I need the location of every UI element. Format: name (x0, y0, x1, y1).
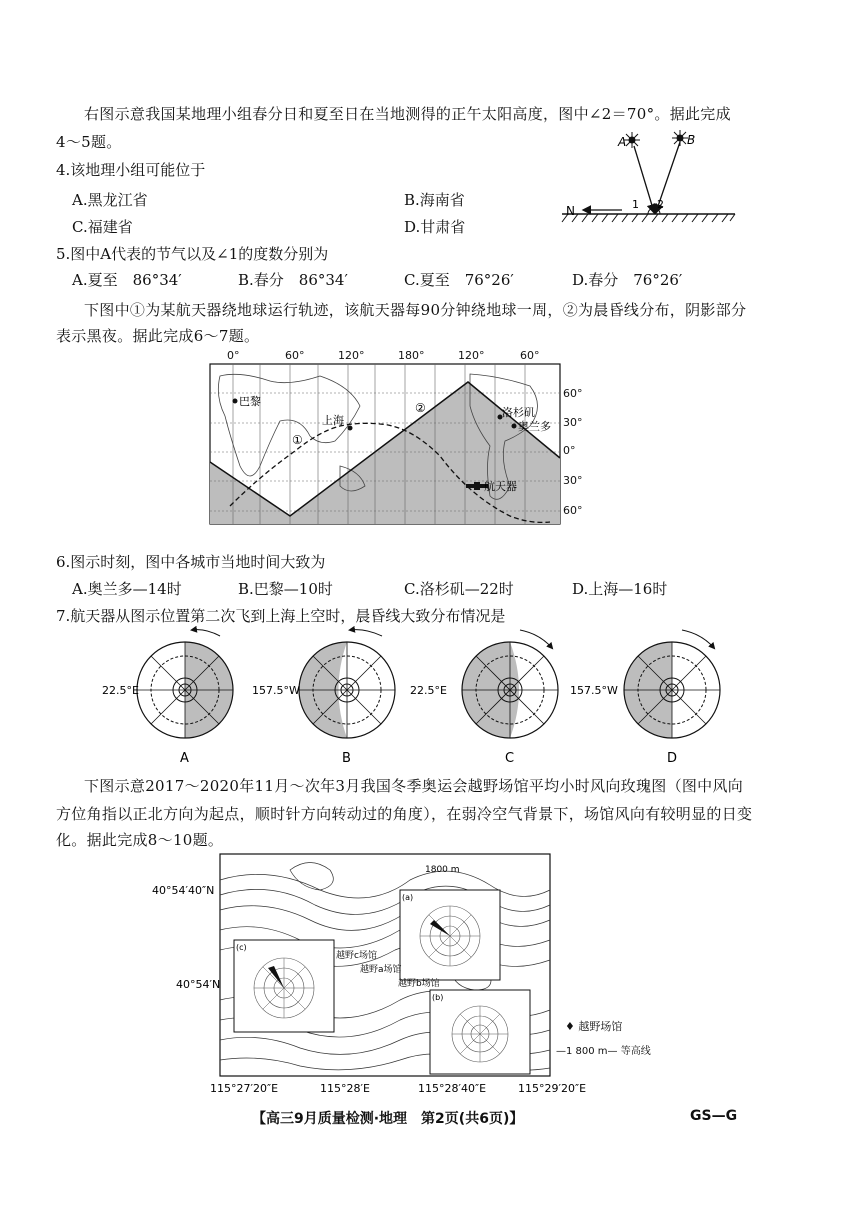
angle-1-label: 1 (632, 198, 639, 211)
option-c-diagram[interactable] (462, 630, 558, 738)
contour-value-label: 1800 m (425, 865, 460, 875)
map-top-label: 60° (285, 349, 305, 362)
map-top-label: 60° (520, 349, 540, 362)
terminator-marker-2: ② (415, 401, 426, 415)
option-d-lon: 157.5°W (570, 684, 618, 697)
lon-label: 115°28′E (320, 1082, 370, 1095)
city-orlando: 奥兰多 (518, 420, 551, 433)
rose-a-label: (a) (402, 893, 414, 902)
q7-options-figure (100, 628, 720, 768)
question-4-stem: 4.该地理小组可能位于 (56, 161, 206, 179)
map-top-label: 180° (398, 349, 425, 362)
sun-a-label: A (618, 135, 627, 149)
q4-option-a[interactable]: A.黑龙江省 (72, 191, 148, 209)
map-top-label: 120° (458, 349, 485, 362)
intro-6-7-line2: 表示黑夜。据此完成6～7题。 (56, 327, 260, 345)
q5-option-a[interactable]: A.夏至 86°34′ (72, 271, 182, 289)
legend-contour-text: —1 800 m— 等高线 (556, 1046, 651, 1057)
rose-b-label: (b) (432, 993, 444, 1002)
intro-8-10-line2: 方位角指以正北方向为起点，顺时针方向转动过的角度），在弱冷空气背景下，场馆风向有较明显的日变 (56, 805, 753, 823)
city-paris: 巴黎 (239, 395, 261, 408)
legend-venue-text: 越野场馆 (578, 1020, 623, 1033)
venue-c-label: 越野c场馆 (336, 951, 377, 961)
question-6-stem: 6.图示时刻，图中各城市当地时间大致为 (56, 553, 326, 571)
q6-option-c[interactable]: C.洛杉矶—22时 (404, 580, 514, 598)
q6-option-a[interactable]: A.奥兰多—14时 (72, 580, 182, 598)
map-right-label: 60° (563, 504, 583, 517)
map-right-label: 30° (563, 416, 583, 429)
option-b-diagram[interactable] (299, 630, 395, 738)
q6-option-b[interactable]: B.巴黎—10时 (238, 580, 333, 598)
wind-rose-c (234, 940, 334, 1032)
q6-option-d[interactable]: D.上海—16时 (572, 580, 668, 598)
city-los-angeles: 洛杉矶 (502, 406, 535, 419)
north-label: N (566, 204, 575, 218)
world-map-figure (200, 346, 583, 528)
lon-label: 115°27′20″E (210, 1082, 279, 1095)
map-right-label: 0° (563, 444, 576, 457)
intro-6-7-line1: 下图中①为某航天器绕地球运行轨迹，该航天器每90分钟绕地球一周，②为晨昏线分布，阴影部分 (84, 301, 747, 319)
map-right-label: 60° (563, 387, 583, 400)
wind-rose-b (430, 990, 530, 1074)
spacecraft-label: 航天器 (484, 480, 517, 493)
lat-label-top: 40°54′40″N (152, 884, 215, 897)
intro-8-10-line1: 下图示意2017～2020年11月～次年3月我国冬季奥运会越野场馆平均小时风向玫瑰图（图中风向 (84, 777, 744, 795)
lon-label: 115°28′40″E (418, 1082, 487, 1095)
option-b-lon: 157.5°W (252, 684, 300, 697)
option-a-letter: A (180, 751, 189, 766)
sun-a-icon (624, 132, 640, 148)
option-a-lon: 22.5°E (102, 684, 139, 697)
intro-4-5-line2: 4～5题。 (56, 133, 122, 151)
q5-option-b[interactable]: B.春分 86°34′ (238, 271, 348, 289)
q5-option-c[interactable]: C.夏至 76°26′ (404, 271, 514, 289)
option-a-diagram[interactable] (137, 630, 233, 738)
angle-2-label: 2 (657, 198, 664, 211)
city-shanghai: 上海 (322, 414, 344, 427)
question-5-stem: 5.图中A代表的节气以及∠1的度数分别为 (56, 245, 329, 263)
option-c-letter: C (505, 751, 515, 766)
venue-pin-icon: ♦ (565, 1020, 575, 1033)
q4-option-b[interactable]: B.海南省 (404, 191, 465, 209)
map-top-label: 0° (227, 349, 240, 362)
lon-label: 115°29′20″E (518, 1082, 587, 1095)
venue-a-label: 越野a场馆 (360, 965, 402, 975)
wind-rose-a (400, 890, 500, 980)
sun-b-label: B (687, 133, 696, 147)
sun-altitude-figure (560, 128, 740, 228)
lat-label-mid: 40°54′N (176, 978, 221, 991)
footer-code: GS—G (690, 1108, 738, 1124)
option-b-letter: B (342, 751, 351, 766)
q4-option-c[interactable]: C.福建省 (72, 218, 133, 236)
q5-option-d[interactable]: D.春分 76°26′ (572, 271, 683, 289)
legend-venue (565, 1018, 622, 1034)
intro-8-10-line3: 化。据此完成8～10题。 (56, 831, 224, 849)
option-d-diagram[interactable] (624, 630, 720, 738)
question-7-stem: 7.航天器从图示位置第二次飞到上海上空时，晨昏线大致分布情况是 (56, 607, 506, 625)
map-right-label: 30° (563, 474, 583, 487)
page-footer: 【高三9月质量检测·地理 第2页(共6页)】 (252, 1111, 524, 1127)
orbit-marker-1: ① (292, 433, 303, 447)
q4-option-d[interactable]: D.甘肃省 (404, 218, 466, 236)
venue-b-label: 越野b场馆 (398, 979, 440, 989)
map-top-label: 120° (338, 349, 365, 362)
intro-4-5-line1: 右图示意我国某地理小组春分日和夏至日在当地测得的正午太阳高度，图中∠2＝70°。据此完成 (84, 105, 731, 123)
sun-b-icon (672, 130, 688, 146)
contour-map-figure (150, 850, 650, 1100)
rose-c-label: (c) (236, 943, 247, 952)
option-d-letter: D (667, 751, 678, 766)
option-c-lon: 22.5°E (410, 684, 447, 697)
